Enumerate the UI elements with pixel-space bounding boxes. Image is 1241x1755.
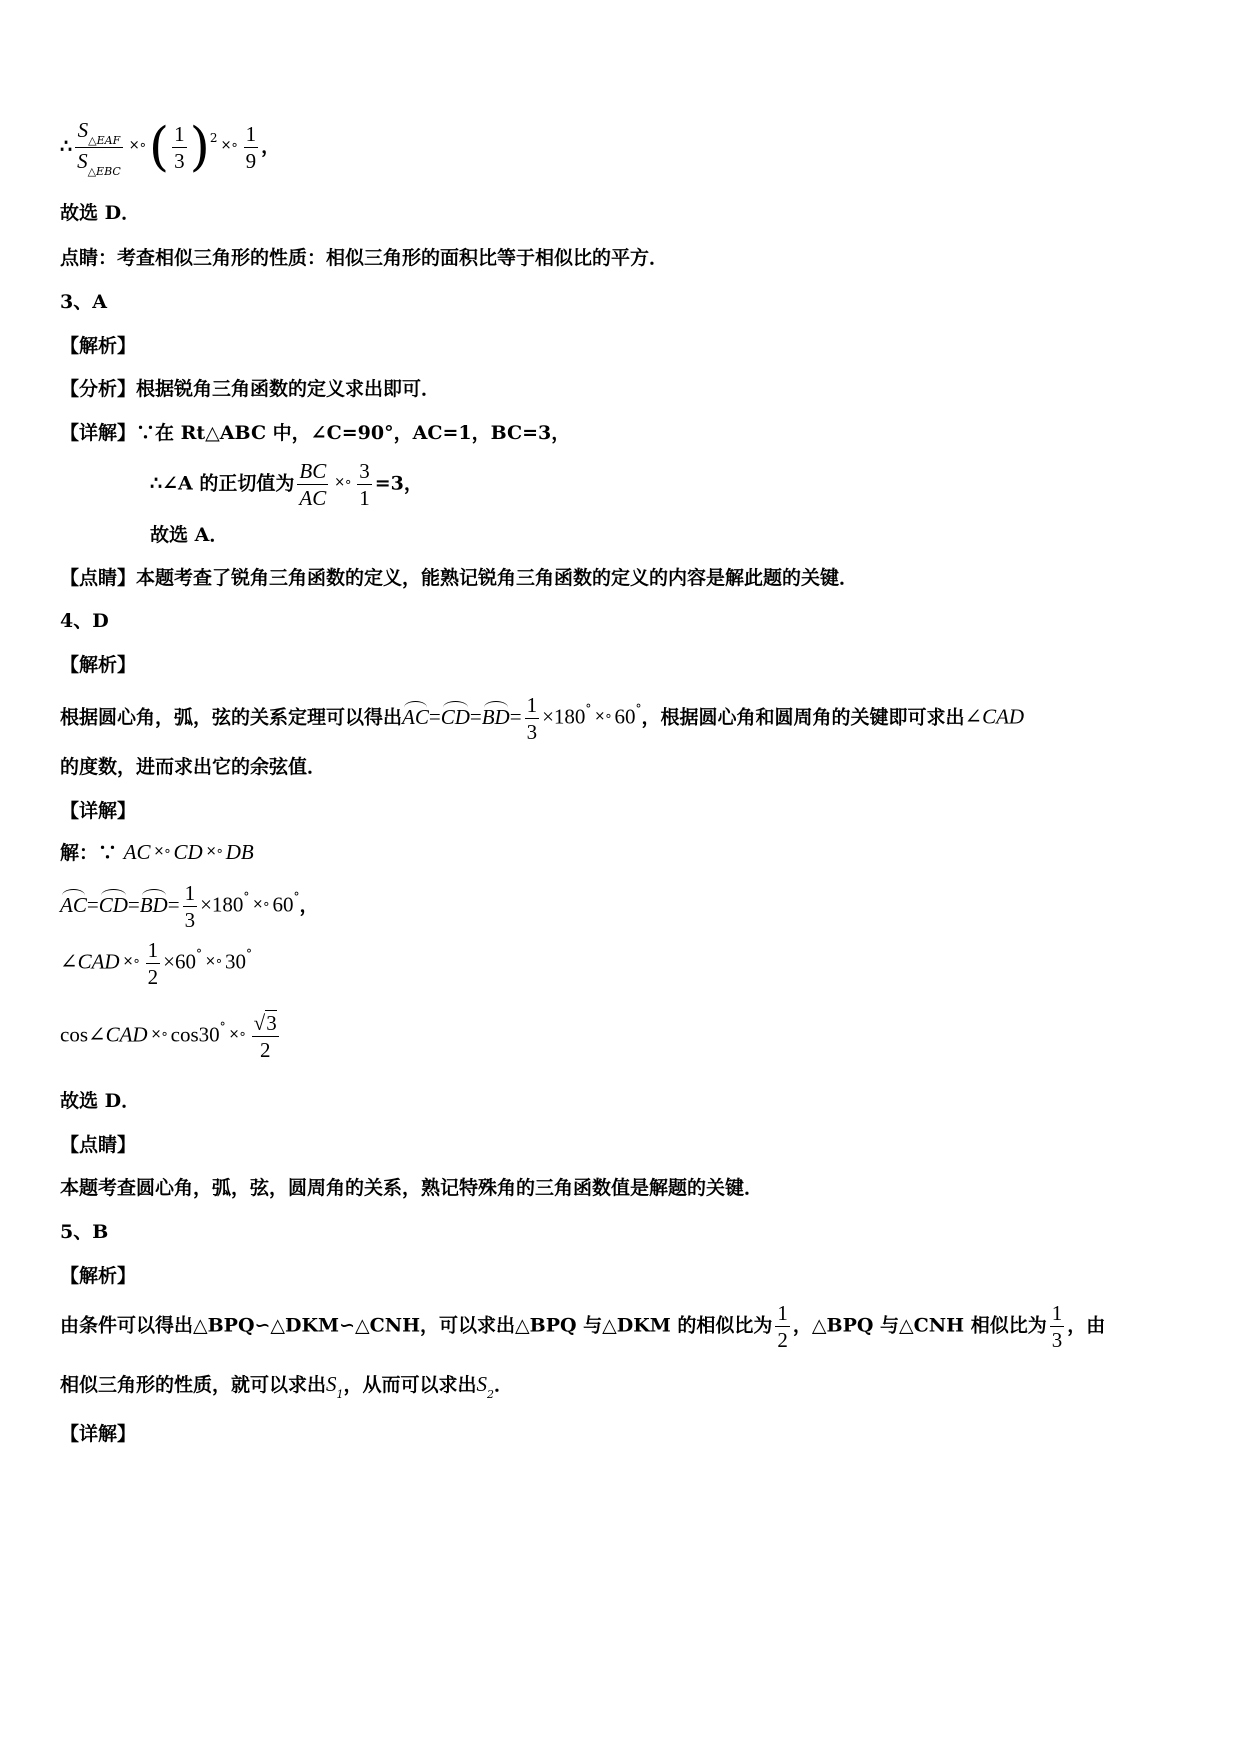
arc-bd: BD [140, 887, 168, 917]
arc-cd: CD [99, 887, 128, 917]
one-third-fraction: $\frac{1}{3}$ [526, 693, 538, 744]
relation-glyph: ×∘ [334, 474, 352, 490]
similarity-line: 由条件可以得出△BPQ∽△DKM∽△CNH，可以求出△BPQ 与△DKM 的相似比为 $\frac{1}{2}$ ，△BPQ 与△CNH 相似比为 $\frac{1}{3}$ ，由 [60, 1301, 1106, 1352]
arc-ac: AC [402, 699, 429, 729]
arc-equation-line: AC=CD=BD= $\frac{1}{3}$ ×180° ×∘ 60°， [60, 881, 319, 932]
note-line: 点睛：考查相似三角形的性质：相似三角形的面积比等于相似比的平方． [60, 247, 669, 269]
arc-cd: CD [441, 699, 470, 729]
analysis-line: 【分析】根据锐角三角函数的定义求出即可． [60, 378, 441, 400]
s-symbol: S [77, 149, 88, 173]
bc-over-ac-fraction: $\frac{BC}{AC}$ [299, 459, 327, 510]
summary-line: 本题考查圆心角，弧，弦，圆周角的关系，熟记特殊角的三角函数值是解题的关键． [60, 1177, 764, 1199]
arc-bd: BD [482, 699, 510, 729]
sqrt3-over-2-fraction: $\frac{√3}{2}$ [253, 1011, 277, 1062]
analysis-heading: 【解析】 [60, 1265, 137, 1287]
arc-ac: AC [60, 887, 87, 917]
one-ninth-fraction: $\frac{1}{9}$ [245, 122, 257, 173]
right-paren: ) [189, 117, 210, 178]
analysis-heading: 【解析】 [60, 654, 137, 676]
tangent-equation: ∴∠A 的正切值为 $\frac{BC}{AC}$ ×∘ $\frac{3}{1}$ =3， [150, 459, 423, 510]
detail-heading: 【详解】 [60, 800, 137, 822]
relation-glyph: ×∘ [153, 844, 171, 859]
s-symbol: S [77, 118, 89, 142]
exponent: 2 [209, 130, 218, 145]
one-third-fraction: $\frac{1}{3}$ [184, 881, 196, 932]
analysis-heading: 【解析】 [60, 335, 137, 357]
relation-glyph: ×∘ [228, 1026, 246, 1042]
relation-glyph: ×∘ [128, 137, 146, 153]
relation-glyph: ×∘ [204, 953, 223, 969]
one-third-fraction: $\frac{1}{3}$ [174, 122, 185, 173]
eaf-subscript: △EAF [88, 134, 121, 147]
one-half-fraction: $\frac{1}{2}$ [777, 1301, 788, 1352]
angle-cad-line: ∠CAD ×∘ $\frac{1}{2}$ ×60° ×∘ 30° [60, 938, 253, 989]
therefore-symbol: ∴ [60, 135, 73, 158]
solution-start-line: 解：∵ AC ×∘ CD ×∘ DB [60, 840, 254, 864]
choose-d-line: 故选 D． [60, 202, 141, 224]
left-paren: ( [148, 117, 170, 178]
choose-a-line: 故选 A． [150, 524, 229, 546]
relation-glyph: ×∘ [122, 953, 140, 969]
detail-line: 【详解】∵在 Rt△ABC 中，∠C=90°，AC=1，BC=3， [60, 422, 571, 444]
one-half-fraction: $\frac{1}{2}$ [147, 938, 159, 989]
relation-glyph: ×∘ [220, 137, 238, 153]
choose-d-line: 故选 D． [60, 1090, 141, 1112]
question-5-heading: 5、B [60, 1221, 109, 1243]
one-third-fraction: $\frac{1}{3}$ [1051, 1301, 1063, 1352]
area-line: 相似三角形的性质，就可以求出$S_1$，从而可以求出$S_2$． [60, 1372, 514, 1401]
relation-glyph: ×∘ [205, 844, 223, 859]
equation-area-ratio: ∴ $\frac{S_{\triangle EAF}}{S_{\triangle EBC}}$ ×∘( $\frac{1}{3}$ )$^2$ ×∘ $\frac{1}{9}$ ， [60, 117, 281, 178]
relation-glyph: ×∘ [594, 708, 612, 724]
area-ratio-fraction [75, 117, 123, 178]
cos-cad-line: cos∠CAD ×∘ cos30° ×∘ $\frac{√3}{2}$ [60, 1011, 277, 1062]
cosine-line: 的度数，进而求出它的余弦值． [60, 756, 327, 778]
detail-heading: 【详解】 [60, 1423, 137, 1445]
key-point-heading: 【点睛】 [60, 1134, 137, 1156]
key-point-line: 【点睛】本题考查了锐角三角函数的定义，能熟记锐角三角函数的定义的内容是解此题的关键． [60, 567, 859, 589]
question-3-heading: 3、A [60, 291, 107, 313]
three-over-one-fraction: $\frac{3}{1}$ [359, 459, 370, 510]
question-4-heading: 4、D [60, 610, 109, 632]
arc-relation-line: 根据圆心角，弧，弦的关系定理可以得出AC=CD=BD= $\frac{1}{3}$ ×180° ×∘ 60°，根据圆心角和圆周角的关键即可求出∠CAD [60, 693, 1025, 744]
relation-glyph: ×∘ [252, 896, 270, 912]
radical-sign: √ [253, 1011, 266, 1035]
ebc-subscript: △EBC [87, 165, 121, 178]
relation-glyph: ×∘ [150, 1026, 168, 1042]
